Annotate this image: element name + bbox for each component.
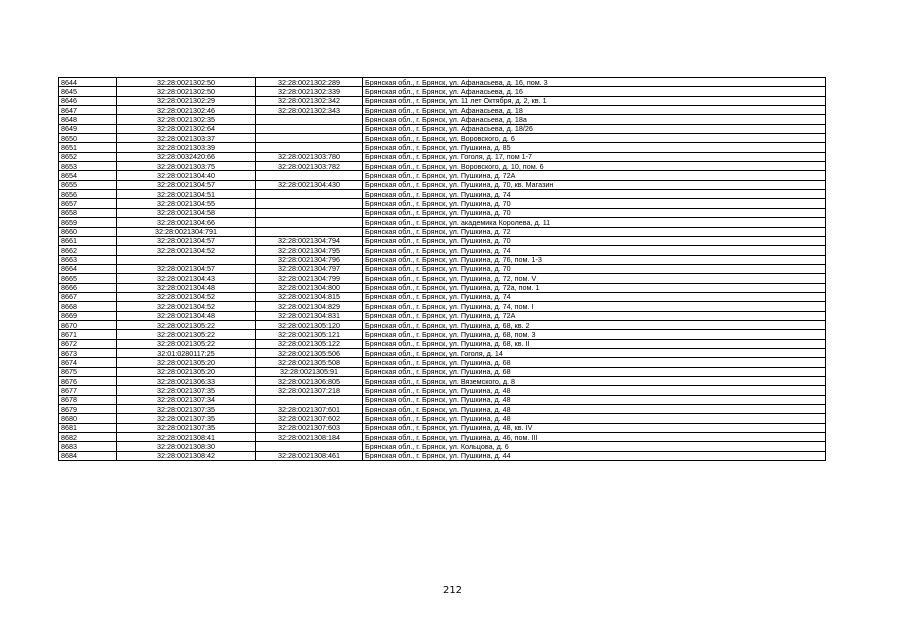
address-cell: Брянская обл., г. Брянск, ул. Пушкина, д. 48 (363, 386, 826, 395)
row-number-cell: 8653 (59, 162, 117, 171)
land-cadastral-number-cell: 32:28:0021302:64 (117, 124, 256, 133)
table-row (59, 208, 826, 217)
table-row (59, 377, 826, 386)
table-row (59, 134, 826, 143)
address-cell: Брянская обл., г. Брянск, ул. Пушкина, д. 72А (363, 171, 826, 180)
building-cadastral-number-cell: 32:28:0021307:601 (256, 405, 363, 414)
table-row (59, 264, 826, 273)
row-number-cell: 8680 (59, 414, 117, 423)
table-row (59, 171, 826, 180)
address-cell: Брянская обл., г. Брянск, ул. Пушкина, д. 74 (363, 190, 826, 199)
building-cadastral-number-cell: 32:28:0021303:782 (256, 162, 363, 171)
row-number-cell: 8652 (59, 152, 117, 161)
table-row (59, 115, 826, 124)
land-cadastral-number-cell: 32:28:0021304:58 (117, 208, 256, 217)
table-row (59, 320, 826, 329)
address-cell: Брянская обл., г. Брянск, ул. Пушкина, д. 72А (363, 311, 826, 320)
building-cadastral-number-cell (256, 227, 363, 236)
address-cell: Брянская обл., г. Брянск, ул. Пушкина, д. 74 (363, 246, 826, 255)
address-cell: Брянская обл., г. Брянск, ул. Вяземского, д. 8 (363, 377, 826, 386)
land-cadastral-number-cell: 32:28:0021307:34 (117, 395, 256, 404)
land-cadastral-number-cell: 32:28:0032420:66 (117, 152, 256, 161)
table-row (59, 386, 826, 395)
address-cell: Брянская обл., г. Брянск, ул. Афанасьева, д. 18а (363, 115, 826, 124)
table-row (59, 87, 826, 96)
row-number-cell: 8654 (59, 171, 117, 180)
address-cell: Брянская обл., г. Брянск, ул. Пушкина, д. 72 (363, 227, 826, 236)
building-cadastral-number-cell: 32:28:0021304:829 (256, 302, 363, 311)
land-cadastral-number-cell: 32:28:0021304:52 (117, 246, 256, 255)
row-number-cell: 8657 (59, 199, 117, 208)
registry-table-body (59, 78, 826, 461)
building-cadastral-number-cell: 32:28:0021302:289 (256, 78, 363, 87)
building-cadastral-number-cell (256, 115, 363, 124)
land-cadastral-number-cell: 32:28:0021307:35 (117, 423, 256, 432)
table-row (59, 143, 826, 152)
land-cadastral-number-cell: 32:28:0021306:33 (117, 377, 256, 386)
building-cadastral-number-cell: 32:28:0021304:430 (256, 180, 363, 189)
address-cell: Брянская обл., г. Брянск, ул. Афанасьева, д. 18 (363, 106, 826, 115)
building-cadastral-number-cell (256, 395, 363, 404)
row-number-cell: 8651 (59, 143, 117, 152)
table-row (59, 414, 826, 423)
address-cell: Брянская обл., г. Брянск, ул. Пушкина, д. 70 (363, 236, 826, 245)
building-cadastral-number-cell (256, 171, 363, 180)
building-cadastral-number-cell: 32:28:0021305:120 (256, 320, 363, 329)
building-cadastral-number-cell: 32:28:0021304:796 (256, 255, 363, 264)
row-number-cell: 8667 (59, 292, 117, 301)
address-cell: Брянская обл., г. Брянск, ул. Пушкина, д. 68, кв. II (363, 339, 826, 348)
row-number-cell: 8650 (59, 134, 117, 143)
address-cell: Брянская обл., г. Брянск, ул. Пушкина, д. 74, пом. I (363, 302, 826, 311)
row-number-cell: 8661 (59, 236, 117, 245)
land-cadastral-number-cell: 32:28:0021304:57 (117, 180, 256, 189)
building-cadastral-number-cell: 32:28:0021308:461 (256, 451, 363, 460)
building-cadastral-number-cell: 32:28:0021308:184 (256, 433, 363, 442)
land-cadastral-number-cell: 32:28:0021304:40 (117, 171, 256, 180)
row-number-cell: 8656 (59, 190, 117, 199)
table-row (59, 358, 826, 367)
address-cell: Брянская обл., г. Брянск, ул. Пушкина, д. 76, пом. 1-3 (363, 255, 826, 264)
address-cell: Брянская обл., г. Брянск, ул. Афанасьева, д. 16, пом. 3 (363, 78, 826, 87)
building-cadastral-number-cell (256, 134, 363, 143)
address-cell: Брянская обл., г. Брянск, ул. Пушкина, д. 70 (363, 208, 826, 217)
row-number-cell: 8648 (59, 115, 117, 124)
land-cadastral-number-cell: 32:28:0021308:30 (117, 442, 256, 451)
row-number-cell: 8658 (59, 208, 117, 217)
table-row (59, 190, 826, 199)
building-cadastral-number-cell: 32:28:0021304:831 (256, 311, 363, 320)
table-row (59, 367, 826, 376)
row-number-cell: 8649 (59, 124, 117, 133)
land-cadastral-number-cell: 32:28:0021308:41 (117, 433, 256, 442)
address-cell: Брянская обл., г. Брянск, ул. Кольцова, д. 6 (363, 442, 826, 451)
land-cadastral-number-cell: 32:28:0021303:37 (117, 134, 256, 143)
table-row (59, 311, 826, 320)
building-cadastral-number-cell: 32:28:0021303:780 (256, 152, 363, 161)
address-cell: Брянская обл., г. Брянск, ул. Пушкина, д. 48, кв. IV (363, 423, 826, 432)
address-cell: Брянская обл., г. Брянск, ул. Пушкина, д. 44 (363, 451, 826, 460)
land-cadastral-number-cell: 32:28:0021308:42 (117, 451, 256, 460)
land-cadastral-number-cell: 32:28:0021305:22 (117, 339, 256, 348)
row-number-cell: 8669 (59, 311, 117, 320)
building-cadastral-number-cell: 32:28:0021307:218 (256, 386, 363, 395)
row-number-cell: 8646 (59, 96, 117, 105)
row-number-cell: 8683 (59, 442, 117, 451)
address-cell: Брянская обл., г. Брянск, ул. Пушкина, д. 70, кв. Магазин (363, 180, 826, 189)
building-cadastral-number-cell: 32:28:0021305:506 (256, 348, 363, 357)
row-number-cell: 8670 (59, 320, 117, 329)
table-row (59, 227, 826, 236)
land-cadastral-number-cell: 32:28:0021304:66 (117, 218, 256, 227)
row-number-cell: 8681 (59, 423, 117, 432)
row-number-cell: 8665 (59, 274, 117, 283)
row-number-cell: 8664 (59, 264, 117, 273)
address-cell: Брянская обл., г. Брянск, ул. Воровского, д. 10, пом. 6 (363, 162, 826, 171)
address-cell: Брянская обл., г. Брянск, ул. Пушкина, д. 85 (363, 143, 826, 152)
address-cell: Брянская обл., г. Брянск, ул. 11 лет Октября, д. 2, кв. 1 (363, 96, 826, 105)
building-cadastral-number-cell: 32:28:0021307:602 (256, 414, 363, 423)
row-number-cell: 8673 (59, 348, 117, 357)
land-cadastral-number-cell: 32:28:0021303:39 (117, 143, 256, 152)
table-row (59, 423, 826, 432)
land-cadastral-number-cell: 32:28:0021302:46 (117, 106, 256, 115)
address-cell: Брянская обл., г. Брянск, ул. Гоголя, д. 14 (363, 348, 826, 357)
table-row (59, 180, 826, 189)
building-cadastral-number-cell: 32:28:0021306:805 (256, 377, 363, 386)
row-number-cell: 8659 (59, 218, 117, 227)
table-row (59, 292, 826, 301)
address-cell: Брянская обл., г. Брянск, ул. Афанасьева, д. 18/26 (363, 124, 826, 133)
building-cadastral-number-cell: 32:28:0021305:508 (256, 358, 363, 367)
table-row (59, 395, 826, 404)
row-number-cell: 8668 (59, 302, 117, 311)
row-number-cell: 8679 (59, 405, 117, 414)
table-row (59, 433, 826, 442)
table-row (59, 330, 826, 339)
address-cell: Брянская обл., г. Брянск, ул. Пушкина, д. 70 (363, 264, 826, 273)
land-cadastral-number-cell: 32:28:0021305:22 (117, 320, 256, 329)
address-cell: Брянская обл., г. Брянск, ул. Пушкина, д. 48 (363, 414, 826, 423)
building-cadastral-number-cell: 32:28:0021304:797 (256, 264, 363, 273)
building-cadastral-number-cell (256, 143, 363, 152)
land-cadastral-number-cell: 32:28:0021305:22 (117, 330, 256, 339)
table-row (59, 78, 826, 87)
building-cadastral-number-cell: 32:28:0021304:795 (256, 246, 363, 255)
land-cadastral-number-cell: 32:28:0021307:35 (117, 386, 256, 395)
table-row (59, 255, 826, 264)
building-cadastral-number-cell: 32:28:0021305:122 (256, 339, 363, 348)
address-cell: Брянская обл., г. Брянск, ул. Пушкина, д. 68, пом. 3 (363, 330, 826, 339)
table-row (59, 405, 826, 414)
land-cadastral-number-cell: 32:28:0021304:51 (117, 190, 256, 199)
building-cadastral-number-cell: 32:28:0021304:815 (256, 292, 363, 301)
land-cadastral-number-cell: 32:28:0021304:57 (117, 264, 256, 273)
row-number-cell: 8666 (59, 283, 117, 292)
page-number: 212 (442, 585, 463, 596)
land-cadastral-number-cell: 32:28:0021304:48 (117, 283, 256, 292)
land-cadastral-number-cell: 32:28:0021307:35 (117, 414, 256, 423)
row-number-cell: 8674 (59, 358, 117, 367)
table-row (59, 199, 826, 208)
building-cadastral-number-cell (256, 442, 363, 451)
table-row (59, 236, 826, 245)
table-row (59, 152, 826, 161)
land-cadastral-number-cell: 32:28:0021305:20 (117, 367, 256, 376)
building-cadastral-number-cell (256, 199, 363, 208)
land-cadastral-number-cell: 32:28:0021304:55 (117, 199, 256, 208)
table-row (59, 339, 826, 348)
table-row (59, 302, 826, 311)
address-cell: Брянская обл., г. Брянск, ул. Пушкина, д. 68, кв. 2 (363, 320, 826, 329)
address-cell: Брянская обл., г. Брянск, ул. Афанасьева, д. 16 (363, 87, 826, 96)
building-cadastral-number-cell (256, 208, 363, 217)
address-cell: Брянская обл., г. Брянск, ул. Пушкина, д. 70 (363, 199, 826, 208)
address-cell: Брянская обл., г. Брянск, ул. Пушкина, д. 46, пом. III (363, 433, 826, 442)
table-row (59, 162, 826, 171)
land-cadastral-number-cell: 32:28:0021302:50 (117, 78, 256, 87)
building-cadastral-number-cell: 32:28:0021304:794 (256, 236, 363, 245)
building-cadastral-number-cell: 32:28:0021305:91 (256, 367, 363, 376)
building-cadastral-number-cell: 32:28:0021304:800 (256, 283, 363, 292)
row-number-cell: 8671 (59, 330, 117, 339)
table-row (59, 96, 826, 105)
building-cadastral-number-cell (256, 218, 363, 227)
table-row (59, 274, 826, 283)
address-cell: Брянская обл., г. Брянск, ул. Пушкина, д. 72а, пом. 1 (363, 283, 826, 292)
row-number-cell: 8662 (59, 246, 117, 255)
land-cadastral-number-cell: 32:28:0021305:20 (117, 358, 256, 367)
building-cadastral-number-cell (256, 124, 363, 133)
land-cadastral-number-cell: 32:28:0021302:35 (117, 115, 256, 124)
table-row (59, 442, 826, 451)
row-number-cell: 8645 (59, 87, 117, 96)
land-cadastral-number-cell: 32:28:0021303:75 (117, 162, 256, 171)
building-cadastral-number-cell: 32:28:0021302:339 (256, 87, 363, 96)
table-row (59, 106, 826, 115)
row-number-cell: 8647 (59, 106, 117, 115)
land-cadastral-number-cell: 32:28:0021302:29 (117, 96, 256, 105)
building-cadastral-number-cell: 32:28:0021302:342 (256, 96, 363, 105)
address-cell: Брянская обл., г. Брянск, ул. Пушкина, д. 68 (363, 367, 826, 376)
row-number-cell: 8660 (59, 227, 117, 236)
row-number-cell: 8682 (59, 433, 117, 442)
property-registry-table (58, 77, 826, 461)
row-number-cell: 8677 (59, 386, 117, 395)
land-cadastral-number-cell: 32:28:0021302:50 (117, 87, 256, 96)
land-cadastral-number-cell: 32:28:0021304:43 (117, 274, 256, 283)
row-number-cell: 8655 (59, 180, 117, 189)
land-cadastral-number-cell (117, 255, 256, 264)
address-cell: Брянская обл., г. Брянск, ул. Пушкина, д. 48 (363, 395, 826, 404)
land-cadastral-number-cell: 32:28:0021304:791 (117, 227, 256, 236)
building-cadastral-number-cell: 32:28:0021302:343 (256, 106, 363, 115)
address-cell: Брянская обл., г. Брянск, ул. Гоголя, д. 17, пом 1-7 (363, 152, 826, 161)
table-row (59, 348, 826, 357)
land-cadastral-number-cell: 32:28:0021304:57 (117, 236, 256, 245)
land-cadastral-number-cell: 32:28:0021304:48 (117, 311, 256, 320)
land-cadastral-number-cell: 32:28:0021307:35 (117, 405, 256, 414)
building-cadastral-number-cell: 32:28:0021307:603 (256, 423, 363, 432)
building-cadastral-number-cell (256, 190, 363, 199)
table-row (59, 283, 826, 292)
row-number-cell: 8678 (59, 395, 117, 404)
row-number-cell: 8676 (59, 377, 117, 386)
land-cadastral-number-cell: 32:28:0021304:52 (117, 292, 256, 301)
address-cell: Брянская обл., г. Брянск, ул. Пушкина, д. 74 (363, 292, 826, 301)
address-cell: Брянская обл., г. Брянск, ул. академика Королева, д. 11 (363, 218, 826, 227)
row-number-cell: 8684 (59, 451, 117, 460)
row-number-cell: 8644 (59, 78, 117, 87)
land-cadastral-number-cell: 32:01:0280117:25 (117, 348, 256, 357)
table-row (59, 451, 826, 460)
row-number-cell: 8675 (59, 367, 117, 376)
table-row (59, 124, 826, 133)
building-cadastral-number-cell: 32:28:0021304:799 (256, 274, 363, 283)
building-cadastral-number-cell: 32:28:0021305:121 (256, 330, 363, 339)
row-number-cell: 8672 (59, 339, 117, 348)
table-row (59, 218, 826, 227)
row-number-cell: 8663 (59, 255, 117, 264)
land-cadastral-number-cell: 32:28:0021304:52 (117, 302, 256, 311)
address-cell: Брянская обл., г. Брянск, ул. Пушкина, д. 68 (363, 358, 826, 367)
address-cell: Брянская обл., г. Брянск, ул. Воровского, д. 6 (363, 134, 826, 143)
table-row (59, 246, 826, 255)
address-cell: Брянская обл., г. Брянск, ул. Пушкина, д. 48 (363, 405, 826, 414)
address-cell: Брянская обл., г. Брянск, ул. Пушкина, д. 72, пом. V (363, 274, 826, 283)
